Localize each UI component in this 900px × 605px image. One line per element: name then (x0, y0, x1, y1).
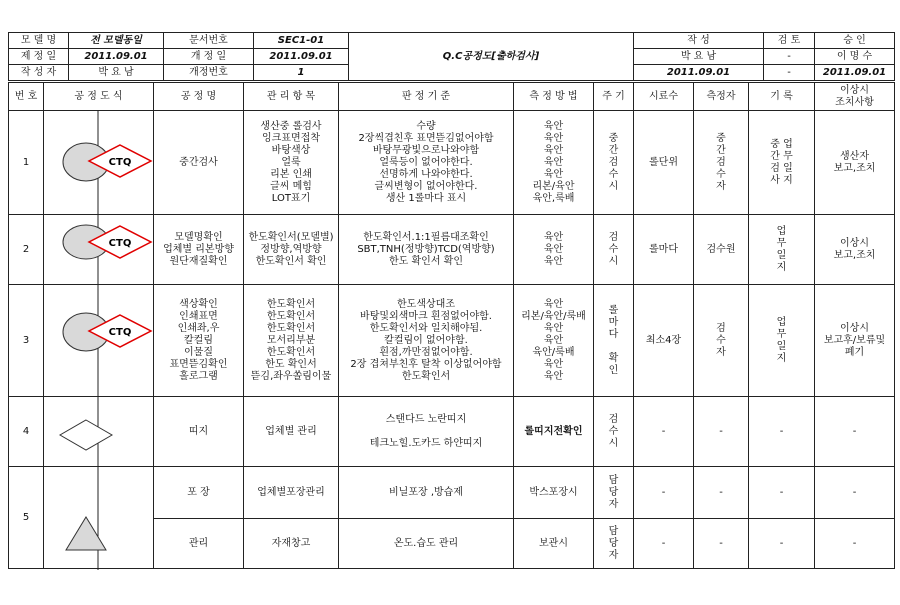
control-items: 업체별 관리 (244, 397, 339, 467)
criteria: 스탠다드 노란띠지 테크노힐.도카드 하얀띠지 (339, 397, 514, 467)
inspector: - (694, 467, 749, 519)
sample: - (634, 397, 694, 467)
doc-no-value: SEC1-01 (254, 33, 349, 49)
row-no: 2 (9, 215, 44, 285)
record: 업 무 일 지 (749, 215, 815, 285)
action: 생산자 보고,조치 (815, 111, 895, 215)
approval-approve-name: 이 명 수 (815, 49, 895, 65)
action: 이상시 보고후/보류및 폐기 (815, 285, 895, 397)
inspector: 중 간 검 수 자 (694, 111, 749, 215)
ctq-label: CTQ (108, 157, 132, 168)
made-date-label: 제 정 일 (9, 49, 69, 65)
process-name: 모델명확인 업체별 리본방향 원단재질확인 (154, 215, 244, 285)
process-name: 색상확인 인쇄표면 인쇄좌,우 칼컬림 이물질 표면뜯김확인 홀로그램 (154, 285, 244, 397)
control-items: 한도확인서(모델별) 정방향,역방향 한도확인서 확인 (244, 215, 339, 285)
decision-diamond (60, 420, 112, 450)
col-record: 기 록 (749, 83, 815, 111)
method: 육안 육안 육안 (514, 215, 594, 285)
process-name: 포 장 (154, 467, 244, 519)
ctq-symbol-3 (63, 313, 151, 351)
action: - (815, 519, 895, 569)
rev-date-label: 개 정 일 (164, 49, 254, 65)
process-name: 관리 (154, 519, 244, 569)
inspector: 검수원 (694, 215, 749, 285)
col-inspector: 측정자 (694, 83, 749, 111)
control-items: 자재창고 (244, 519, 339, 569)
ctq-symbol-1 (63, 143, 151, 181)
row-no: 1 (9, 111, 44, 215)
action: 이상시 보고,조치 (815, 215, 895, 285)
record: 업 무 일 지 (749, 285, 815, 397)
method: 보관시 (514, 519, 594, 569)
col-process: 공 정 명 (154, 83, 244, 111)
control-items: 한도확인서 한도확인서 한도확인서 모서리부분 한도확인서 한도 확인서 뜯김,좌우쏠림이물 (244, 285, 339, 397)
ctq-label: CTQ (108, 238, 132, 249)
col-action: 이상시 조치사항 (815, 83, 895, 111)
cycle: 검 수 시 (594, 215, 634, 285)
approval-write-date: 2011.09.01 (634, 65, 764, 81)
col-method: 측 정 방 법 (514, 83, 594, 111)
col-cycle: 주 기 (594, 83, 634, 111)
record: - (749, 519, 815, 569)
approval-review-label: 검 토 (764, 33, 815, 49)
criteria: 한도확인서.1:1필름대조확인 SBT,TNH(정방향)TCD(역방향) 한도 확인서 확인 (339, 215, 514, 285)
action: - (815, 467, 895, 519)
method: 롤띠지전확인 (514, 397, 594, 467)
sample: 롤마다 (634, 215, 694, 285)
record: 중 업 간 무 검 일 사 지 (749, 111, 815, 215)
inspector: - (694, 397, 749, 467)
sample: - (634, 467, 694, 519)
action: - (815, 397, 895, 467)
method: 육안 육안 육안 육안 육안 리본/육안 육안,룩배 (514, 111, 594, 215)
author-label: 작 성 자 (9, 65, 69, 81)
method: 육안 리본/육안/룩배 육안 육안 육안/룩배 육안 육안 (514, 285, 594, 397)
storage-triangle (66, 517, 106, 550)
method: 박스포장시 (514, 467, 594, 519)
col-items: 관 리 항 목 (244, 83, 339, 111)
approval-approve-label: 승 인 (815, 33, 895, 49)
cycle: 중 간 검 수 시 (594, 111, 634, 215)
page-title: Q.C공정도[출하검사] (349, 33, 634, 81)
inspector: - (694, 519, 749, 569)
approval-write-label: 작 성 (634, 33, 764, 49)
made-date-value: 2011.09.01 (69, 49, 164, 65)
col-criteria: 판 정 기 준 (339, 83, 514, 111)
row-no: 3 (9, 285, 44, 397)
sample: - (634, 519, 694, 569)
doc-no-label: 문서번호 (164, 33, 254, 49)
sample: 롤단위 (634, 111, 694, 215)
control-items: 업체별포장관리 (244, 467, 339, 519)
model-value: 전 모델동일 (69, 33, 164, 49)
approval-review-name: - (764, 49, 815, 65)
author-value: 박 요 남 (69, 65, 164, 81)
cycle: 담 당 자 (594, 467, 634, 519)
ctq-label: CTQ (108, 327, 132, 338)
rev-date-value: 2011.09.01 (254, 49, 349, 65)
criteria: 온도.습도 관리 (339, 519, 514, 569)
col-no: 번 호 (9, 83, 44, 111)
sample: 최소4장 (634, 285, 694, 397)
col-sample: 시료수 (634, 83, 694, 111)
record: - (749, 467, 815, 519)
cycle: 검 수 시 (594, 397, 634, 467)
approval-write-name: 박 요 남 (634, 49, 764, 65)
record: - (749, 397, 815, 467)
rev-no-value: 1 (254, 65, 349, 81)
row-no: 4 (9, 397, 44, 467)
cycle: 롤 마 다 확 인 (594, 285, 634, 397)
criteria: 수량 2장씩겹친후 표면뜯김없어야함 바탕무광빛으로나와야함 얼룩등이 없어야한다. 선명하게 나와야한다. 글씨변형이 없어야한다. 생산 1롤마다 표시 (339, 111, 514, 215)
rev-no-label: 개정번호 (164, 65, 254, 81)
control-items: 생산중 롤검사 잉크표면접착 바탕색상 얼룩 리본 인쇄 글씨 메힘 LOT표기 (244, 111, 339, 215)
inspector: 검 수 자 (694, 285, 749, 397)
row-no: 5 (9, 467, 44, 569)
cycle: 담 당 자 (594, 519, 634, 569)
criteria: 비닐포장 ,방습제 (339, 467, 514, 519)
col-chart: 공 정 도 식 (44, 83, 154, 111)
process-name: 중간검사 (154, 111, 244, 215)
ctq-symbol-2 (63, 225, 151, 259)
criteria: 한도색상대조 바탕및외색마크 흰점없어야함. 한도확인서와 일치해야됨. 칼컬림이 없어야함. 흰점,까만점없어야함. 2장 겹쳐부친후 탈착 이상없어야함 한도확인서 (339, 285, 514, 397)
approval-approve-date: 2011.09.01 (815, 65, 895, 81)
process-name: 띠지 (154, 397, 244, 467)
approval-review-date: - (764, 65, 815, 81)
model-label: 모 델 명 (9, 33, 69, 49)
